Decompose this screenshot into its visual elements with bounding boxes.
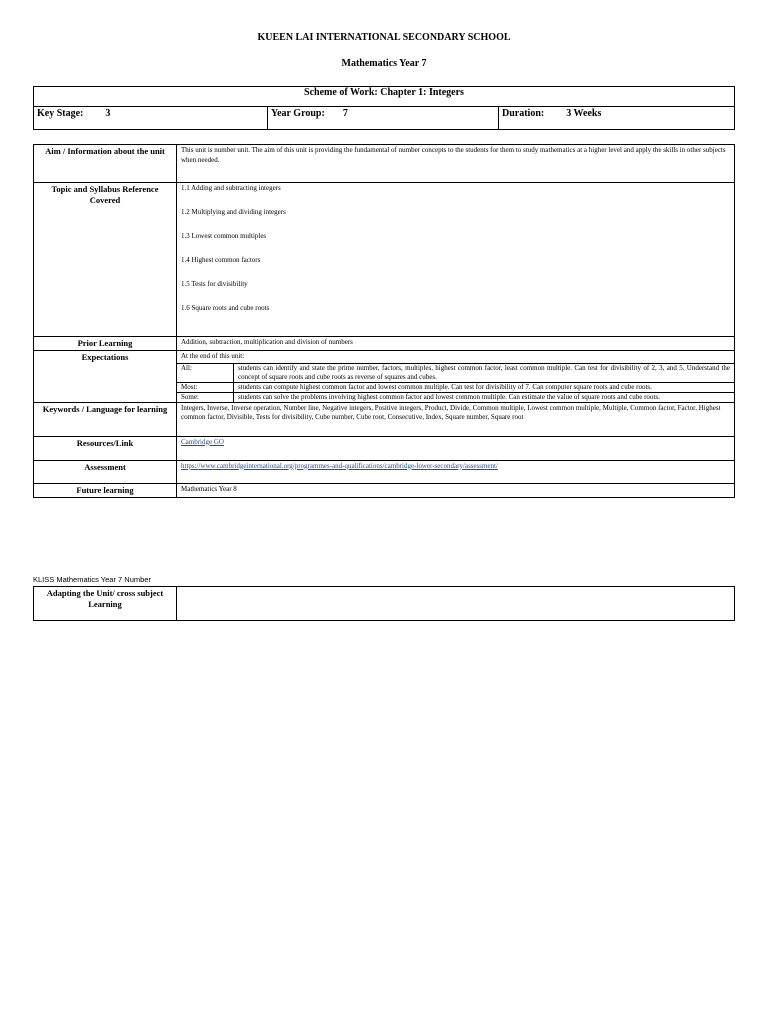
assessment-label: Assessment <box>34 460 177 483</box>
adapting-unit-table <box>33 586 735 621</box>
future-learning-text: Mathematics Year 8 <box>177 483 735 497</box>
topic-label: Topic and Syllabus Reference Covered <box>34 183 177 337</box>
assessment-cell <box>177 460 735 483</box>
adapting-unit-text <box>177 587 735 621</box>
duration-value: 3 Weeks <box>566 108 602 119</box>
keywords-text: Integers, Inverse, Inverse operation, Number line, Negative integers, Positive integers, Product, Divide, Common multiple, Lowest common multiple, Multiple, Common factor, Factor, Highest common factor, Divisible, Tests for divisibility, Cube number, Cube root, Consecutive, Index, Square number, Square root <box>177 402 735 436</box>
aim-text: This unit is number unit. The aim of this unit is providing the fundamental of number concepts to the students for them to study mathematics at a higher level and apply the skills in other subjects when needed. <box>177 145 735 183</box>
topic-item: 1.4 Highest common factors <box>181 256 261 264</box>
scheme-header-table <box>33 86 735 130</box>
resources-cell <box>177 436 735 460</box>
duration-cell <box>499 107 735 130</box>
adapting-unit-label: Adapting the Unit/ cross subject Learning <box>34 587 177 621</box>
topic-item: 1.1 Adding and subtracting integers <box>181 184 281 192</box>
scheme-title: Scheme of Work: Chapter 1: Integers <box>34 87 735 107</box>
expectations-cell <box>177 351 735 403</box>
school-name: KUEEN LAI INTERNATIONAL SECONDARY SCHOOL <box>257 32 511 43</box>
duration-label: Duration: <box>502 108 545 119</box>
footer-note: KLISS Mathematics Year 7 Number <box>33 575 151 584</box>
expectations-levels <box>177 363 734 402</box>
key-stage-cell <box>34 107 268 130</box>
scheme-details-table <box>33 144 735 498</box>
key-stage-value: 3 <box>105 108 111 119</box>
expectation-level: Most: <box>177 382 234 392</box>
topic-item: 1.3 Lowest common multiples <box>181 232 267 240</box>
topic-list <box>177 183 735 337</box>
year-group-value: 7 <box>342 108 348 119</box>
aim-label: Aim / Information about the unit <box>34 145 177 183</box>
expectation-row <box>177 392 734 402</box>
resources-label: Resources/Link <box>34 436 177 460</box>
expectation-text: students can identify and state the prime number, factors, multiples, highest common factor, least common multiple. Can test for divisibility of 2, 3, and 5. Understand the concept of square roots and cube roots as reverse of squares and cubes. <box>234 363 735 382</box>
expectation-row <box>177 382 734 392</box>
topic-item: 1.2 Multiplying and dividing integers <box>181 208 286 216</box>
future-learning-label: Future learning <box>34 483 177 497</box>
expectation-text: students can compute highest common factor and lowest common multiple. Can test for divisibility of 7. Can computer square roots and cube roots. <box>234 382 735 392</box>
subject-title: Mathematics Year 7 <box>341 58 427 69</box>
prior-learning-label: Prior Learning <box>34 337 177 351</box>
expectation-text: students can solve the problems involving highest common factor and lowest common multiple. Can estimate the value of square roots and cube roots. <box>234 392 735 402</box>
assessment-link[interactable]: https://www.cambridgeinternational.org/programmes-and-qualifications/cambridge-lower-secondary/assessment/ <box>181 461 498 470</box>
topic-item: 1.5 Tests for divisibility <box>181 280 248 288</box>
key-stage-label: Key Stage: <box>37 108 84 119</box>
year-group-cell <box>268 107 499 130</box>
expectation-level: Some: <box>177 392 234 402</box>
expectations-label: Expectations <box>34 351 177 403</box>
prior-learning-text: Addition, subtraction, multiplication and division of numbers <box>177 337 735 351</box>
expectation-level: All: <box>177 363 234 382</box>
expectation-row <box>177 363 734 382</box>
year-group-label: Year Group: <box>271 108 325 119</box>
keywords-label: Keywords / Language for learning <box>34 402 177 436</box>
expectations-intro: At the end of this unit: <box>181 352 245 360</box>
cambridge-go-link[interactable]: Cambridge GO <box>181 437 224 446</box>
topic-item: 1.6 Square roots and cube roots <box>181 304 270 312</box>
